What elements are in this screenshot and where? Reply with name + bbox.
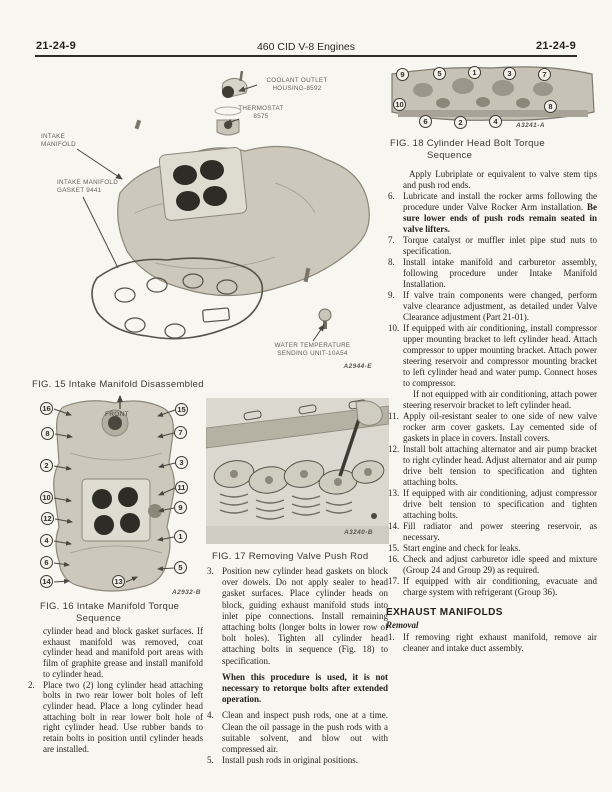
step-text: If equipped with air conditioning, adjust compressor drive belt tension to specification and tighten attaching bolts. [403, 488, 597, 520]
step-number: 17. [388, 576, 400, 586]
step-text: Position new cylinder head gaskets on block over dowels. Do not apply sealer to head gasket surfaces. Place cylinder heads on block, guiding exhaust manifold studs into inlet pipe connections. Install remaining attaching bolts (longer bolts in lower row of bolt holes). Tighten all cylinder head attaching bolts in sequence (Fig. 18) to specification. [222, 566, 388, 666]
step-text: Torque catalyst or muffler inlet pipe stud nuts to specification. [403, 235, 597, 256]
step-text: Install intake manifold and carburetor assembly, following procedure under Intake Manifold Installation. [403, 257, 597, 289]
paragraph: Apply Lubriplate or equivalent to valve stem tips and push rod ends. [403, 169, 597, 190]
step-16 [388, 554, 597, 576]
section-heading: EXHAUST MANIFOLDS [386, 607, 503, 618]
torque-seq-number: 14 [40, 575, 53, 588]
step-8 [388, 257, 597, 290]
step-17 [388, 576, 597, 598]
torque-seq-number: 11 [175, 481, 188, 494]
step-14 [388, 521, 597, 543]
torque-seq-number: 8 [41, 427, 54, 440]
fig17-removing-push-rod [206, 398, 389, 544]
step-number: 12. [388, 444, 400, 454]
step-number: 7. [388, 235, 395, 245]
step-text: Lubricate and install the rocker arms following the procedure under Valve Rocker Arm installation. [403, 191, 597, 212]
step-text: Check and adjust carburetor idle speed and mixture (Group 24 and Group 29) as required. [403, 554, 597, 575]
step-text: Install bolt attaching alternator and air pump bracket to right cylinder head. Adjust alternator and air pump drive belt tension to specification and tighten attaching bolts. [403, 444, 597, 487]
thermostat-label: THERMOSTAT 8575 [238, 105, 284, 120]
torque-seq-number: 6 [40, 556, 53, 569]
step-10 [388, 323, 597, 411]
fig15-illustration [25, 63, 380, 378]
step-number: 10. [388, 323, 400, 333]
fig16-code: A2932-B [172, 589, 201, 596]
step-text-bold: Be sure lower ends of push rods remain seated in valve lifters. [403, 202, 597, 234]
step-text: Start engine and check for leaks. [403, 543, 521, 553]
step-number: 3. [207, 566, 214, 576]
fig15-caption: FIG. 15 Intake Manifold Disassembled [32, 379, 204, 390]
step-text: Clean and inspect push rods, one at a time. Clean the oil passage in the push rods with a suitable solvent, and blow out with compressed air. [222, 710, 388, 755]
torque-seq-number: 10 [393, 98, 406, 111]
step-number: 5. [207, 755, 214, 766]
step-number: 8. [388, 257, 395, 267]
fig16-caption-line2: Sequence [76, 613, 122, 624]
torque-seq-number: 7 [174, 426, 187, 439]
fig16-caption-line1: FIG. 16 Intake Manifold Torque [40, 601, 180, 612]
page-title: 460 CID V-8 Engines [256, 41, 356, 53]
left-column [28, 626, 203, 754]
bold-note: When this procedure is used, it is not necessary to retorque bolts after extended operation. [222, 671, 388, 705]
step-text: Install push rods in original positions. [222, 755, 358, 766]
step-13 [388, 488, 597, 521]
fig15-intake-manifold-disassembled [25, 63, 380, 378]
torque-seq-number: 10 [40, 491, 53, 504]
step-text: Place two (2) long cylinder head attaching bolts in two rear lower bolt holes of left cylinder head. Place a long cylinder head attaching bolt in rear lower bolt hole of right cylinder head. Use rubber bands to retain bolts in position until cylinder heads are installed. [43, 679, 203, 754]
header-rule [35, 55, 577, 57]
torque-seq-number: 1 [468, 66, 481, 79]
torque-seq-number: 2 [454, 116, 467, 129]
fig18-caption-line1: FIG. 18 Cylinder Head Bolt Torque [390, 138, 545, 149]
step-number: 14. [388, 521, 400, 531]
step-7 [388, 235, 597, 257]
step-12 [388, 444, 597, 488]
torque-seq-number: 6 [419, 115, 432, 128]
intake-manifold-label: INTAKE MANIFOLD [41, 133, 76, 148]
step-text: If equipped with air conditioning, install compressor upper mounting bracket to left cylinder head. Attach compressor to upper mounting bracket. Attach power steering reservoir and compressor mounting bracket to left cylinder head and water pump. Connect hoses to compressor. [403, 323, 597, 388]
step-11 [388, 411, 597, 444]
torque-seq-number: 7 [538, 68, 551, 81]
step-number: 11. [388, 411, 399, 421]
torque-seq-number: 2 [40, 459, 53, 472]
torque-seq-number: 8 [544, 100, 557, 113]
fig17-code: A3240-B [344, 529, 373, 536]
fig17-caption: FIG. 17 Removing Valve Push Rod [212, 551, 369, 562]
step-3 [207, 566, 388, 667]
torque-seq-number: 5 [433, 67, 446, 80]
torque-seq-number: 1 [174, 530, 187, 543]
torque-seq-number: 15 [175, 403, 188, 416]
torque-seq-number: 13 [112, 575, 125, 588]
torque-seq-number: 3 [503, 67, 516, 80]
fig18-caption-line2: Sequence [427, 150, 473, 161]
torque-seq-number: 4 [40, 534, 53, 547]
torque-seq-number: 3 [175, 456, 188, 469]
step-4 [207, 710, 388, 755]
torque-seq-number: 9 [174, 501, 187, 514]
step-2 [28, 680, 203, 755]
step-number: 2. [28, 679, 35, 690]
fig18-code: A3241-A [516, 122, 545, 129]
step-9 [388, 290, 597, 323]
torque-seq-number: 5 [174, 561, 187, 574]
subsection-heading: Removal [386, 620, 419, 630]
fig17-illustration [206, 398, 389, 544]
torque-seq-number: 16 [40, 402, 53, 415]
paragraph: cylinder head and block gasket surfaces. If exhaust manifold was removed, coat cylinder head and manifold port areas with film of graphite grease and install manifold to cylinder head. [43, 626, 203, 679]
step-number: 16. [388, 554, 400, 564]
torque-seq-number: 4 [489, 115, 502, 128]
step-text: Apply oil-resistant sealer to one side of new valve rocker arm cover gaskets. Lay cemented side of gaskets in place in covers. Install covers. [403, 411, 597, 443]
fig18-head-bolt-torque [388, 58, 597, 134]
step-text: If removing right exhaust manifold, remove air cleaner and intake duct assembly. [403, 632, 597, 653]
page-number-right: 21-24-9 [535, 40, 576, 52]
removal-step-1 [388, 632, 597, 654]
page-number-left: 21-24-9 [36, 40, 77, 52]
step-number: 6. [388, 191, 395, 201]
step-number: 1. [388, 632, 395, 642]
step-text: If valve train components were changed, perform valve clearance adjustment, as detailed under Valve Clearance adjustment (Part 21-01). [403, 290, 597, 322]
step-text: If equipped with air conditioning, evacuate and charge system with refrigerant (Group 36). [403, 576, 597, 597]
fig16-intake-torque-sequence [25, 393, 205, 600]
coolant-outlet-label: COOLANT OUTLET HOUSING-8592 [266, 77, 328, 92]
step-number: 4. [207, 710, 214, 721]
torque-seq-number: 9 [396, 68, 409, 81]
step-text: If not equipped with air conditioning, attach power steering reservoir bracket to left cylinder head. [403, 389, 597, 410]
torque-seq-number: 12 [41, 512, 54, 525]
fig15-code: A2944-E [343, 363, 372, 370]
step-text: Fill radiator and power steering reservoir, as necessary. [403, 521, 597, 542]
water-temp-sender-label: WATER TEMPERATURE SENDING UNIT-10A54 [274, 342, 351, 357]
step-5 [207, 755, 388, 766]
step-number: 15. [388, 543, 400, 553]
step-6 [388, 191, 597, 235]
step-number: 13. [388, 488, 400, 498]
step-number: 9. [388, 290, 395, 300]
front-label: FRONT [105, 411, 129, 418]
step-15 [388, 543, 597, 554]
intake-gasket-label: INTAKE MANIFOLD GASKET 9441 [57, 179, 119, 194]
right-column [388, 169, 597, 654]
middle-column [207, 566, 388, 766]
